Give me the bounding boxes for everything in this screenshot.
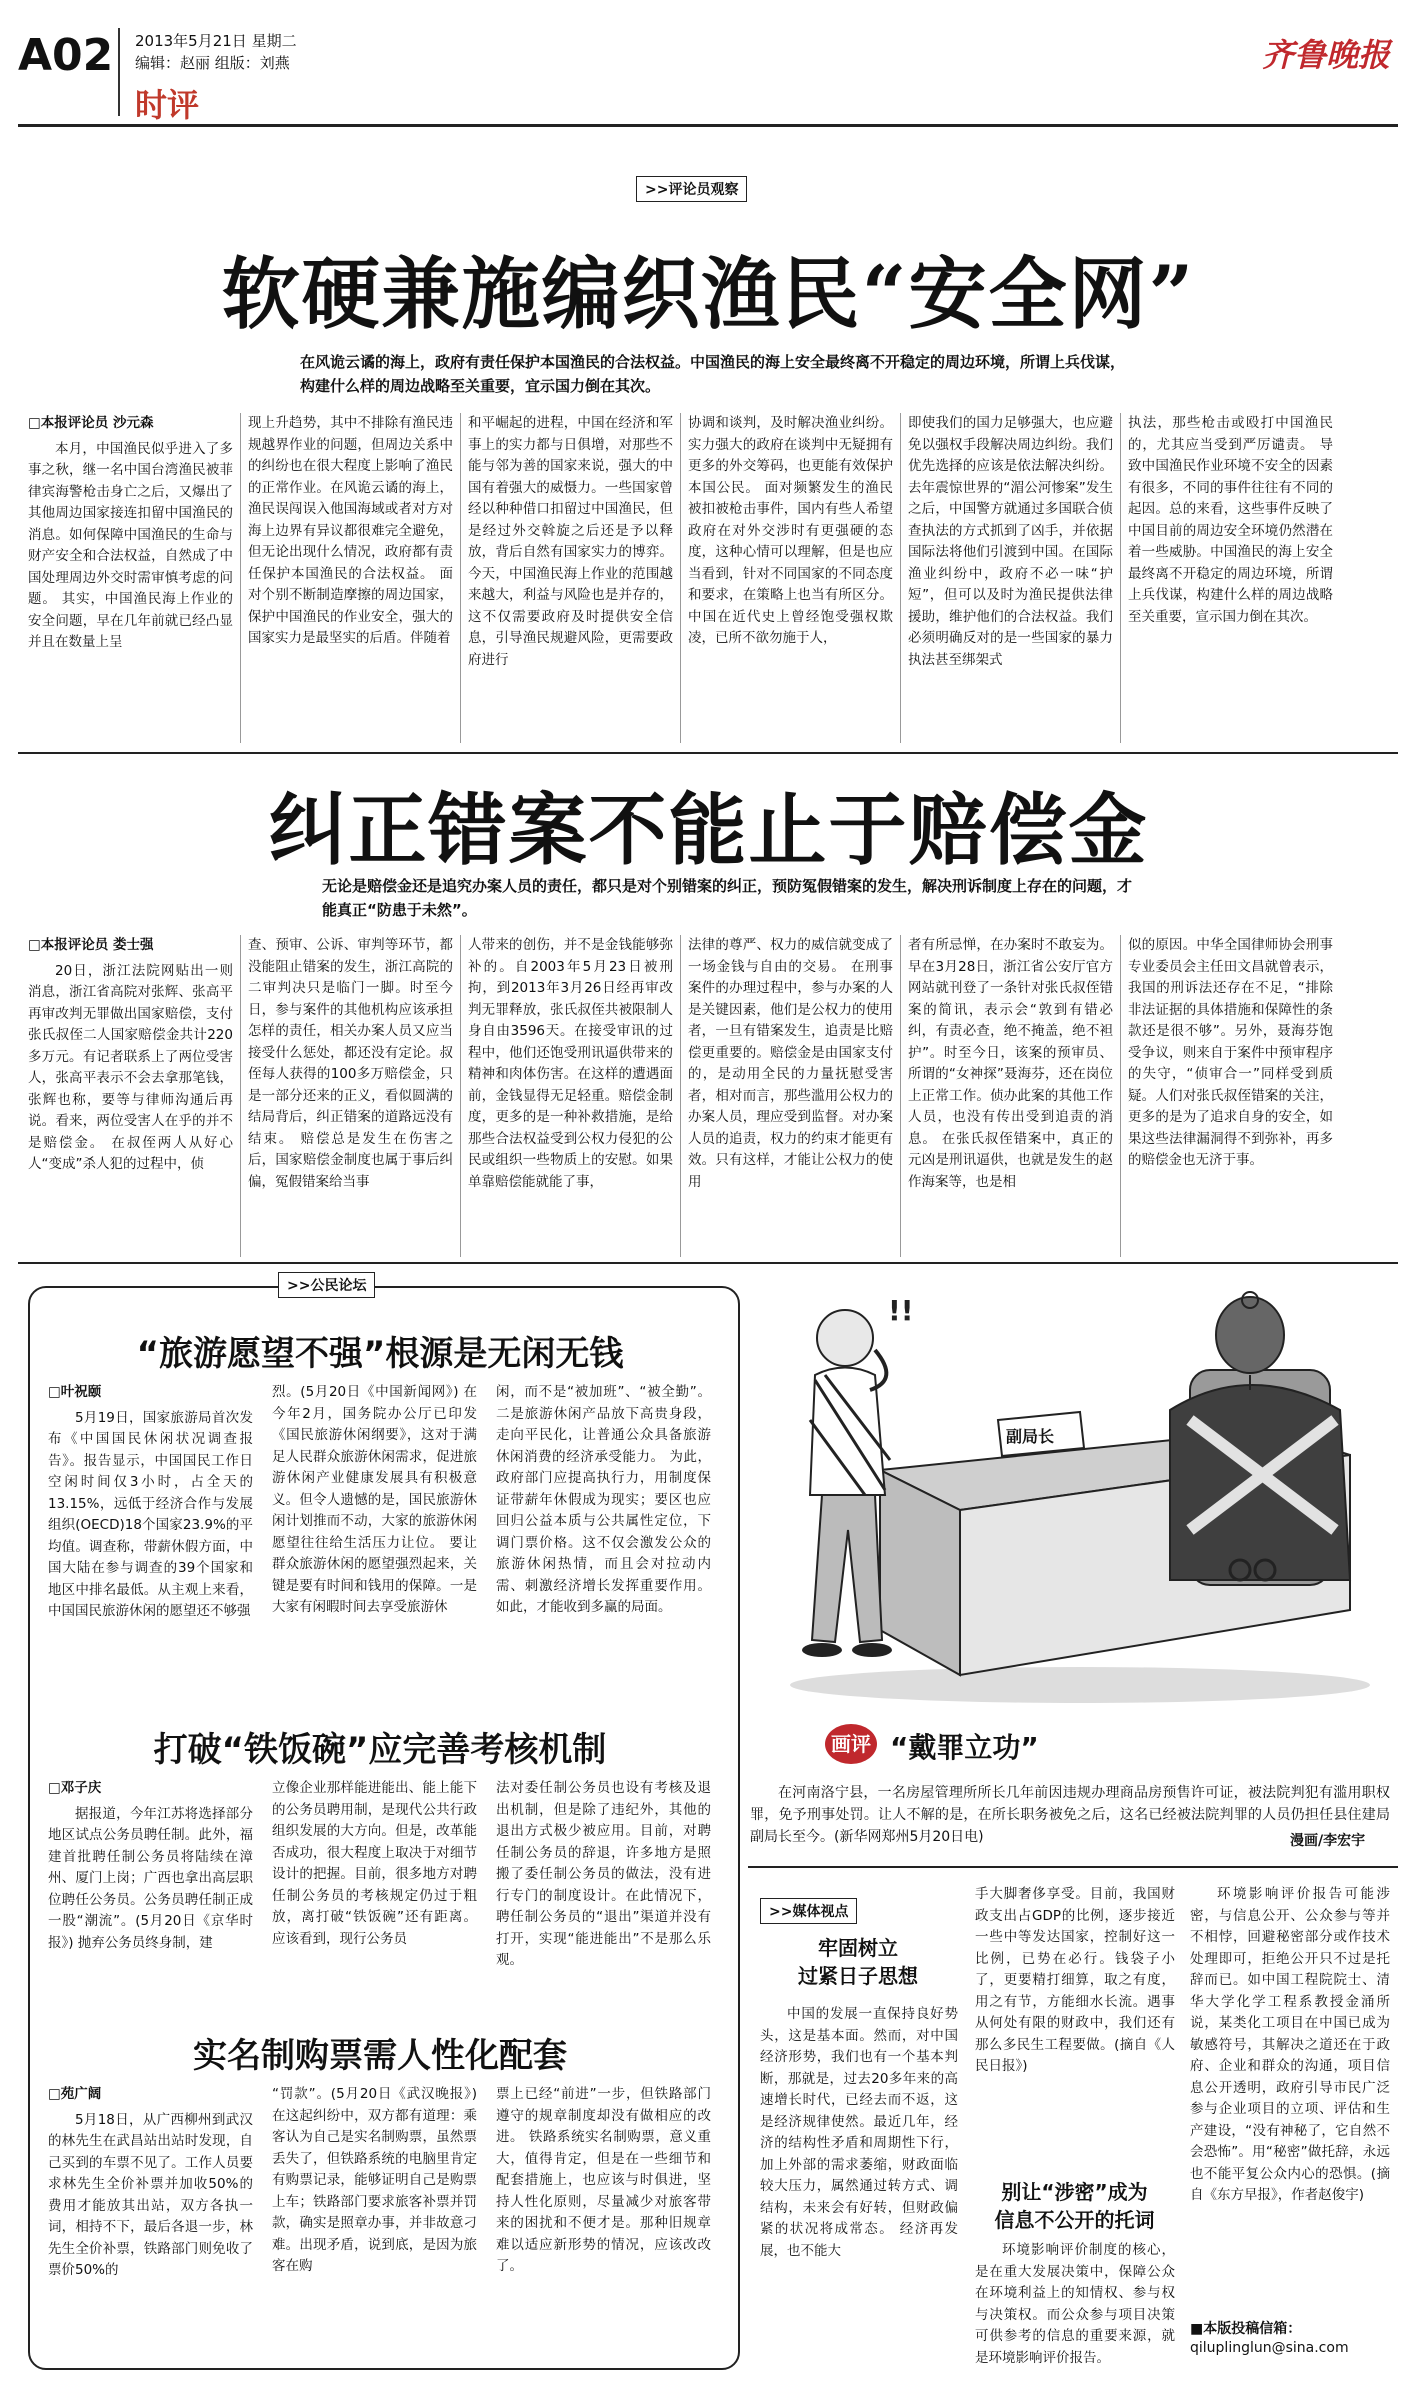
article-text: “罚款”。(5月20日《武汉晚报》) 在这起纠纷中，双方都有道理：乘客认为自己是实名制购票，虽然票丢失了，但铁路系统的电脑里肯定有购票记录，能够证明自己是购票上车；铁路部门要求旅客补票并罚款，确实是照章办事，并非故意刁难。出现矛盾，说到底，是因为旅客在购 <box>272 2086 477 2274</box>
cartoon-badge: 画评 <box>825 1724 877 1764</box>
media-heading-1-line-1: 牢固树立 <box>818 1936 898 1960</box>
article-text: 据报道，今年江苏将选择部分地区试点公务员聘任制。此外，福建首批聘任制公务员将陆续在漳州、厦门上岗；广西也拿出高层职位聘任公务员。公务员聘任制正成一股“潮流”。(5月20日《京华时报》) 抛弃公务员终身制，建 <box>48 1805 253 1951</box>
article-text: 似的原因。中华全国律师协会刑事专业委员会主任田文昌就曾表示，我国的刑诉法还存在不足，“排除非法证据的具体措施和保障性的条款还是很不够”。另外，聂海芬饱受争议，则来自于案件中预审程序的失守，“侦审合一”同样受到质疑。人们对张氏叔侄错案的关注，更多的是为了追求自身的安全，如果这些法律漏洞得不到弥补，再多的赔偿金也无济于事。 <box>1128 937 1333 1168</box>
article-text: 5月18日，从广西柳州到武汉的林先生在武昌站出站时发现，自己买到的车票不见了。工作人员要求林先生全价补票并加收50%的费用才能放其出站，双方各执一词，相持不下，最后各退一步，林先生全价补票，铁路部门则免收了票价50%的 <box>48 2111 253 2278</box>
forum1-col-2 <box>272 1382 477 1717</box>
article-text: 者有所忌惮，在办案时不敢妄为。早在3月28日，浙江省公安厅官方网站就刊登了一条针对张氏叔侄错案的简讯，表示会“敦到有错必纠，有责必查，绝不掩盖，绝不袒护”。时至今日，该案的预审员、所谓的“女神探”聂海芬，还在岗位上正常工作。侦办此案的其他工作人员，也没有传出受到追责的消息。 在张氏叔侄错案中，真正的元凶是刑讯逼供，也就是发生的赵作海案等，也是相 <box>908 937 1113 1190</box>
byline: □本报评论员 沙元森 <box>28 415 154 431</box>
section-kicker-forum: >>公民论坛 <box>278 1272 375 1298</box>
masthead-divider <box>118 28 120 116</box>
paper-logo: 齐鲁晚报 <box>1262 36 1391 74</box>
forum1-col-3 <box>496 1382 711 1717</box>
headline-wrongful-convictions: 纠正错案不能止于赔偿金 <box>268 785 1149 876</box>
desk-nameplate-text: 副局长 <box>1006 1427 1055 1446</box>
column-rule <box>460 935 461 1257</box>
article2-col-5 <box>908 935 1113 1257</box>
contact-label: ■本版投稿信箱： <box>1190 2321 1302 2337</box>
section-rule <box>18 1262 1398 1264</box>
column-rule <box>680 935 681 1257</box>
article1-col-1 <box>28 413 233 743</box>
section-label: 时评 <box>135 86 200 124</box>
article-text: 环境影响评价报告可能涉密，与信息公开、公众参与等并不相悖，回避秘密部分或作技术处理即可，拒绝公开只不过是托辞而已。如中国工程院院士、清华大学化学工程系教授金涌所说，某类化工项目在中国已成为敏感符号，其解决之道还在于政府、企业和群众的沟通，项目信息公开透明，政府引导市民广泛参与企业项目的立项、评估和生产建设，“没有神秘了，它自然不会恐怖”。用“秘密”做托辞，永远也不能平复公众内心的恐惧。(摘自《东方早报》，作者赵俊宇) <box>1190 1886 1390 2203</box>
column-rule <box>240 413 241 743</box>
article-text: 本月，中国渔民似乎进入了多事之秋，继一名中国台湾渔民被菲律宾海警枪击身亡之后，又爆出了其他周边国家接连扣留中国渔民的消息。如何保障中国渔民的生命与财产安全和合法权益，自然成了中国处理周边外交时需审慎考虑的问题。 其实，中国渔民海上作业的安全问题，早在几年前就已经凸显并且在数量上呈 <box>28 440 233 650</box>
article1-col-4 <box>688 413 893 743</box>
article-text: 5月19日，国家旅游局首次发布《中国国民休闲状况调查报告》。报告显示，中国国民工作日空闲时间仅3小时，占全天的13.15%，远低于经济合作与发展组织(OECD)18个国家23.9%的平均值。调查称，带薪休假方面，中国大陆在参与调查的39个国家和地区中排名最低。从主观上来看，中国国民旅游休闲的愿望还不够强 <box>48 1409 253 1619</box>
media-heading-2 <box>972 2178 1177 2234</box>
forum2-col-2 <box>272 1778 477 2013</box>
cartoon-title: “戴罪立功” <box>890 1731 1039 1764</box>
column-rule <box>680 413 681 743</box>
column-rule <box>900 413 901 743</box>
media-col-1 <box>760 2004 958 2366</box>
byline: □本报评论员 娄士强 <box>28 937 154 953</box>
media-col-3 <box>1190 1884 1390 2304</box>
media-heading-2-line-1: 别让“涉密”成为 <box>1001 2180 1148 2204</box>
article-text: 和平崛起的进程，中国在经济和军事上的实力都与日俱增，对那些不能与邻为善的国家来说，强大的中国有着强大的威慑力。一些国家曾经以种种借口扣留过中国渔民，但是经过外交斡旋之后还是予以释放，背后自然有国家实力的博弈。今天，中国渔民海上作业的范围越来越大，利益与风险也是并存的，这不仅需要政府及时提供安全信息，引导渔民规避风险，更需要政府进行 <box>468 415 673 668</box>
section-kicker-media: >>媒体视点 <box>760 1898 857 1924</box>
article2-col-6 <box>1128 935 1333 1257</box>
article1-col-2 <box>248 413 453 743</box>
forum3-col-3 <box>496 2084 711 2354</box>
article-text: 法对委任制公务员也设有考核及退出机制，但是除了违纪外，其他的退出方式极少被应用。目前，对聘任制公务员的辞退，许多地方是照搬了委任制公务员的做法，没有进行专门的制度设计。在此情况下，聘任制公务员的“退出”渠道并没有打开，实现“能进能出”不是那么乐观。 <box>496 1780 711 1968</box>
article1-col-3 <box>468 413 673 743</box>
article-text: 人带来的创伤，并不是金钱能够弥补的。自2003年5月23日被刑拘，到2013年3月26日经再审改判无罪释放，张氏叔侄共被限制人身自由3596天。在接受审讯的过程中，他们还饱受刑讯逼供带来的精神和肉体伤害。在这样的遭遇面前，金钱显得无足轻重。赔偿金制度，更多的是一种补救措施，是给那些合法权益受到公权力侵犯的公民或组织一些物质上的安慰。如果单靠赔偿能就能了事， <box>468 937 673 1190</box>
column-rule <box>460 413 461 743</box>
cartoon-illustration <box>750 1280 1390 1710</box>
article-text: 烈。(5月20日《中国新闻网》) 在今年2月，国务院办公厅已印发《国民旅游休闲纲要》，这对于满足人民群众旅游休闲需求，促进旅游休闲产业健康发展具有积极意义。但令人遗憾的是，国民旅游休闲计划推而不动，大家的旅游休闲愿望往往给生活压力让位。 要让群众旅游休闲的愿望强烈起来，关键是要有时间和钱用的保障。一是大家有闲暇时间去享受旅游休 <box>272 1384 477 1615</box>
editor-line: 编辑：赵丽 组版：刘燕 <box>135 54 290 72</box>
forum-title-tourism: “旅游愿望不强”根源是无闲无钱 <box>136 1334 624 1374</box>
article2-col-3 <box>468 935 673 1257</box>
forum2-col-3 <box>496 1778 711 2013</box>
article-text: 20日，浙江法院网贴出一则消息，浙江省高院对张辉、张高平再审改判无罪做出国家赔偿，支付张氏叔侄二人国家赔偿金共计220多万元。有记者联系上了两位受害人，张高平表示不会去拿那笔钱，张辉也称，要等与律师沟通后再说。看来，两位受害人在乎的并不是赔偿金。 在叔侄两人从好心人“变成”杀人犯的过程中，侦 <box>28 962 233 1172</box>
cartoon-credit: 漫画/李宏宇 <box>1290 1833 1366 1849</box>
column-rule <box>1120 413 1121 743</box>
forum1-col-1 <box>48 1382 253 1717</box>
page-number: A02 <box>18 30 114 81</box>
section-kicker-observation: >>评论员观察 <box>636 176 747 202</box>
article-text: 环境影响评价制度的核心，是在重大发展决策中，保障公众在环境利益上的知情权、参与权与决策权。而公众参与项目决策可供参考的信息的重要来源，就是环境影响评价报告。 <box>975 2242 1175 2366</box>
date-line: 2013年5月21日 星期二 <box>135 32 297 50</box>
article-text: 立像企业那样能进能出、能上能下的公务员聘用制，是现代公共行政组织发展的大方向。但是，改革能否成功，很大程度上取决于对细节设计的把握。目前，很多地方对聘任制公务员的考核规定仍过于粗放，离打破“铁饭碗”还有距离。 应该看到，现行公务员 <box>272 1780 477 1947</box>
caption-text: 在河南洛宁县，一名房屋管理所所长几年前因违规办理商品房预售许可证，被法院判犯有滥用职权罪，免予刑事处罚。让人不解的是，在所长职务被免之后，这名已经被法院判罪的人员仍担任县住建局副局长至今。(新华网郑州5月20日电) <box>750 1785 1390 1845</box>
column-rule <box>900 935 901 1257</box>
section-rule <box>748 1866 1398 1868</box>
byline: □邓子庆 <box>48 1780 102 1796</box>
article-text: 协调和谈判，及时解决渔业纠纷。实力强大的政府在谈判中无疑拥有更多的外交筹码，也更能有效保护本国公民。 面对频繁发生的渔民被扣被枪击事件，国内有些人希望政府在对外交涉时有更强硬的态度，这种心情可以理解，但是也应当看到，针对不同国家的不同态度和要求，在策略上也当有所区分。中国在近代史上曾经饱受强权欺凌，已所不欲勿施于人， <box>688 415 893 646</box>
headline-fishermen: 软硬兼施编织渔民“安全网” <box>221 249 1196 340</box>
article-text: 执法，那些枪击或殴打中国渔民的，尤其应当受到严厉谴责。 导致中国渔民作业环境不安全的因素有很多，不同的事件往往有不同的起因。总的来看，这些事件反映了中国目前的周边安全环境仍然潜在着一些威胁。中国渔民的海上安全最终离不开稳定的周边环境，所谓上兵伐谋，构建什么样的周边战略至关重要，宣示国力倒在其次。 <box>1128 415 1333 625</box>
article-text: 即使我们的国力足够强大，也应避免以强权手段解决周边纠纷。我们优先选择的应该是依法解决纠纷。去年震惊世界的“湄公河惨案”发生之后，中国警方就通过多国联合侦查执法的方式抓到了凶手，并依据国际法将他们引渡到中国。在国际渔业纠纷中，政府不必一味“护短”，但可以及时为渔民提供法律援助，维护他们的合法权益。我们必须明确反对的是一些国家的暴力执法甚至绑架式 <box>908 415 1113 668</box>
article-text: 票上已经“前进”一步，但铁路部门遵守的规章制度却没有做相应的改进。 铁路系统实名制购票，意义重大，值得肯定，但是在一些细节和配套措施上，也应该与时俱进，坚持人性化原则，尽量减少对旅客带来的困扰和不便才是。那种旧规章难以适应新形势的情况，应该改改了。 <box>496 2086 711 2274</box>
article1-col-6 <box>1128 413 1333 743</box>
svg-text:!!: !! <box>888 1294 914 1327</box>
article-text: 查、预审、公诉、审判等环节，都没能阻止错案的发生，浙江高院的二审判决只是临门一脚。时至今日，参与案件的其他机构应该承担怎样的责任，相关办案人员又应当接受什么惩处，都还没有定论。叔侄每人获得的100多万赔偿金，只是一部分还来的正义，看似圆满的结局背后，纠正错案的道路远没有结束。 赔偿总是发生在伤害之后，国家赔偿金制度也属于事后纠偏，冤假错案给当事 <box>248 937 453 1190</box>
contact-email[interactable]: qiluplinglun@sina.com <box>1190 2340 1349 2356</box>
media-heading-1-line-2: 过紧日子思想 <box>798 1964 918 1988</box>
media-col-2b <box>975 2240 1175 2366</box>
article2-col-2 <box>248 935 453 1257</box>
deck-fishermen: 在风诡云谲的海上，政府有责任保护本国渔民的合法权益。中国渔民的海上安全最终离不开稳定的周边环境，所谓上兵伐谋，构建什么样的周边战略至关重要，宜示国力倒在其次。 <box>300 353 1126 395</box>
article-text: 中国的发展一直保持良好势头，这是基本面。然而，对中国经济形势，我们也有一个基本判断，那就是，过去20多年来的高速增长时代，已经去而不返，这是经济规律使然。最近几年，经济的结构性矛盾和周期性下行，加上外部的需求萎缩，财政面临较大压力，属然通过转方式、调结构，未来会有好转，但财政偏紧的状况将成常态。 经济再发展，也不能大 <box>760 2006 958 2259</box>
top-rule <box>18 124 1398 127</box>
article-text: 现上升趋势，其中不排除有渔民违规越界作业的问题，但周边关系中的纠纷也在很大程度上影响了渔民的正常作业。在风诡云谲的海上，渔民误闯误入他国海域或者对方对海上边界有异议都很难完全避免，但无论出现什么情况，政府都有责任保护本国渔民的合法权益。 面对个别不断制造摩擦的周边国家，保护中国渔民的作业安全，强大的国家实力是最坚实的后盾。伴随着 <box>248 415 453 646</box>
deck-wrongful-convictions: 无论是赔偿金还是追究办案人员的责任，都只是对个别错案的纠正，预防冤假错案的发生，解决刑诉制度上存在的问题，才能真正“防患于未然”。 <box>322 877 1133 919</box>
column-rule <box>1120 935 1121 1257</box>
forum-title-iron-rice-bowl: 打破“铁饭碗”应完善考核机制 <box>153 1730 607 1770</box>
media-heading-2-line-2: 信息不公开的托词 <box>994 2208 1155 2232</box>
forum-title-real-name-tickets: 实名制购票需人性化配套 <box>193 2036 567 2076</box>
forum3-col-2 <box>272 2084 477 2354</box>
article2-col-4 <box>688 935 893 1257</box>
section-rule <box>18 752 1398 754</box>
byline: □苑广阔 <box>48 2086 102 2102</box>
article-text: 手大脚奢侈享受。目前，我国财政支出占GDP的比例，逐步接近一些中等发达国家，控制好这一比例，已势在必行。钱袋子小了，更要精打细算，取之有度，用之有节，方能细水长流。遇事从何处有限的财政中，我们还有那么多民生工程要做。(摘自《人民日报》) <box>975 1886 1175 2074</box>
article1-col-5 <box>908 413 1113 743</box>
article-text: 法律的尊严、权力的威信就变成了一场金钱与自由的交易。 在刑事案件的办理过程中，参与办案的人是关键因素，他们是公权力的使用者，一旦有错案发生，追责是比赔偿更重要的。赔偿金是由国家支付的，是动用全民的力量抚慰受害者，相对而言，那些滥用公权力的办案人员，理应受到监督。对办案人员的追责，权力的约束才能更有效。只有这样，才能让公权力的使用 <box>688 937 893 1190</box>
media-heading-1 <box>758 1934 958 1990</box>
forum2-col-1 <box>48 1778 253 2013</box>
forum3-col-1 <box>48 2084 253 2354</box>
byline: □叶祝颐 <box>48 1384 102 1400</box>
media-col-2a <box>975 1884 1175 2134</box>
article-text: 闲，而不是“被加班”、“被全勤”。二是旅游休闲产品放下高贵身段，走向平民化，让普通公众具备旅游休闲消费的经济承受能力。 为此，政府部门应提高执行力，用制度保证带薪年休假成为现实；要区也应回归公益本质与公共属性定位，下调门票价格。这不仅会激发公众的旅游休闲热情，而且会对拉动内需、刺激经济增长发挥重要作用。如此，才能收到多赢的局面。 <box>496 1384 711 1615</box>
column-rule <box>240 935 241 1257</box>
article2-col-1 <box>28 935 233 1257</box>
